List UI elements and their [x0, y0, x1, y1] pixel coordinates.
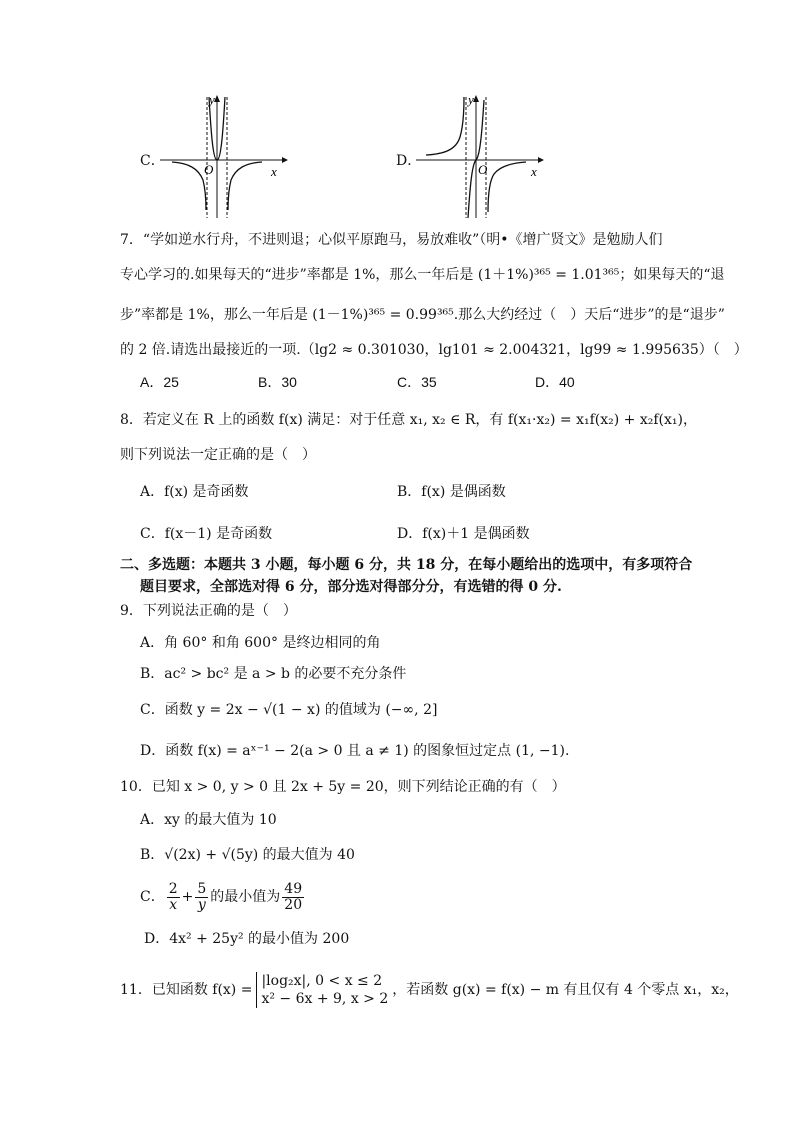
section-2-heading-line-2: 题目要求，全部选对得 6 分，部分选对得部分分，有选错的得 0 分.	[140, 579, 562, 595]
q10-option-a[interactable]: A．xy 的最大值为 10	[140, 812, 277, 828]
fraction-49-over-20: $\frac{49}{20}$	[284, 880, 303, 913]
q9-option-b[interactable]: B．ac² > bc² 是 a > b 的必要不充分条件	[140, 666, 407, 682]
q11-stem	[120, 970, 739, 1010]
graph-d-x-label: x	[531, 164, 537, 179]
q7-option-d[interactable]: D．40	[535, 374, 575, 390]
graph-c	[160, 92, 290, 220]
graph-c-x-label: x	[271, 164, 277, 179]
q9-stem: 9．下列说法正确的是（ ）	[120, 603, 297, 619]
section-2-heading-line-1: 二、多选题：本题共 3 小题，每小题 6 分，共 18 分，在每小题给出的选项中，有多项符合	[120, 557, 693, 573]
q11-prefix: 11．已知函数 f(x) =	[120, 982, 253, 998]
plus-sign: +	[181, 889, 194, 905]
q8-line-2: 则下列说法一定正确的是（ ）	[120, 447, 316, 463]
q10-option-b[interactable]: B．√(2x) + √(5y) 的最大值为 40	[140, 847, 355, 863]
piece-case-2: x² − 6x + 9, x > 2	[261, 991, 389, 1007]
q7-line-4: 的 2 倍.请选出最接近的一项.（lg2 ≈ 0.301030，lg101 ≈ 2.004321，lg99 ≈ 1.995635）（ ）	[120, 342, 748, 358]
q10-option-c-text: 的最小值为	[210, 889, 281, 905]
q7-option-a[interactable]: A．25	[140, 374, 179, 390]
q7-line-1: 7．“学如逆水行舟，不进则退；心似平原跑马，易放难收”（明•《增广贤文》是勉励人们	[120, 232, 663, 248]
q7-option-c[interactable]: C．35	[397, 374, 437, 390]
q8-line-1: 8．若定义在 R 上的函数 f(x) 满足：对于任意 x₁, x₂ ∈ R，有 f(x₁·x₂) = x₁f(x₂) + x₂f(x₁)，	[120, 412, 697, 428]
option-c-label: C．	[140, 153, 165, 169]
graph-d	[416, 92, 546, 220]
fraction-2-over-x: $\frac{2}{x}$	[168, 880, 178, 913]
q11-suffix: ，若函数 g(x) = f(x) − m 有且仅有 4 个零点 x₁，x₂，	[392, 982, 739, 998]
option-d-label: D．	[396, 153, 422, 169]
q10-option-c-prefix: C．	[140, 889, 165, 905]
piece-case-1: |log₂x|, 0 < x ≤ 2	[261, 973, 383, 989]
q10-option-c[interactable]	[140, 880, 306, 914]
q7-line-2: 专心学习的.如果每天的“进步”率都是 1%，那么一年后是 (1＋1%)³⁶⁵ = 1.01³⁶⁵；如果每天的“退	[120, 267, 725, 283]
graph-d-origin-label: O	[478, 162, 488, 177]
q8-option-c[interactable]: C．f(x－1) 是奇函数	[140, 526, 273, 542]
graph-d-y-label: y	[468, 92, 474, 107]
q9-option-c[interactable]: C．函数 y = 2x − √(1 − x) 的值域为 (−∞, 2]	[140, 702, 438, 718]
fraction-5-over-y: $\frac{5}{y}$	[197, 880, 207, 913]
q7-option-b[interactable]: B．30	[258, 374, 297, 390]
q10-stem: 10．已知 x > 0, y > 0 且 2x + 5y = 20，则下列结论正确的有（ ）	[120, 779, 566, 795]
graph-c-origin-label: O	[204, 162, 214, 177]
q8-option-d[interactable]: D．f(x)＋1 是偶函数	[397, 526, 530, 542]
graph-c-y-label: y	[209, 92, 215, 107]
q7-line-3: 步”率都是 1%，那么一年后是 (1－1%)³⁶⁵ = 0.99³⁶⁵.那么大约经过（ ）天后“进步”的是“退步”	[120, 307, 725, 323]
q9-option-a[interactable]: A．角 60° 和角 600° 是终边相同的角	[140, 635, 381, 651]
piecewise-function	[256, 972, 388, 1008]
q9-option-d[interactable]: D．函数 f(x) = aˣ⁻¹ − 2(a > 0 且 a ≠ 1) 的图象恒过定点 (1, −1).	[140, 743, 570, 759]
q10-option-d[interactable]: D．4x² + 25y² 的最小值为 200	[144, 931, 350, 947]
q8-option-b[interactable]: B．f(x) 是偶函数	[397, 484, 506, 500]
q8-option-a[interactable]: A．f(x) 是奇函数	[140, 484, 249, 500]
